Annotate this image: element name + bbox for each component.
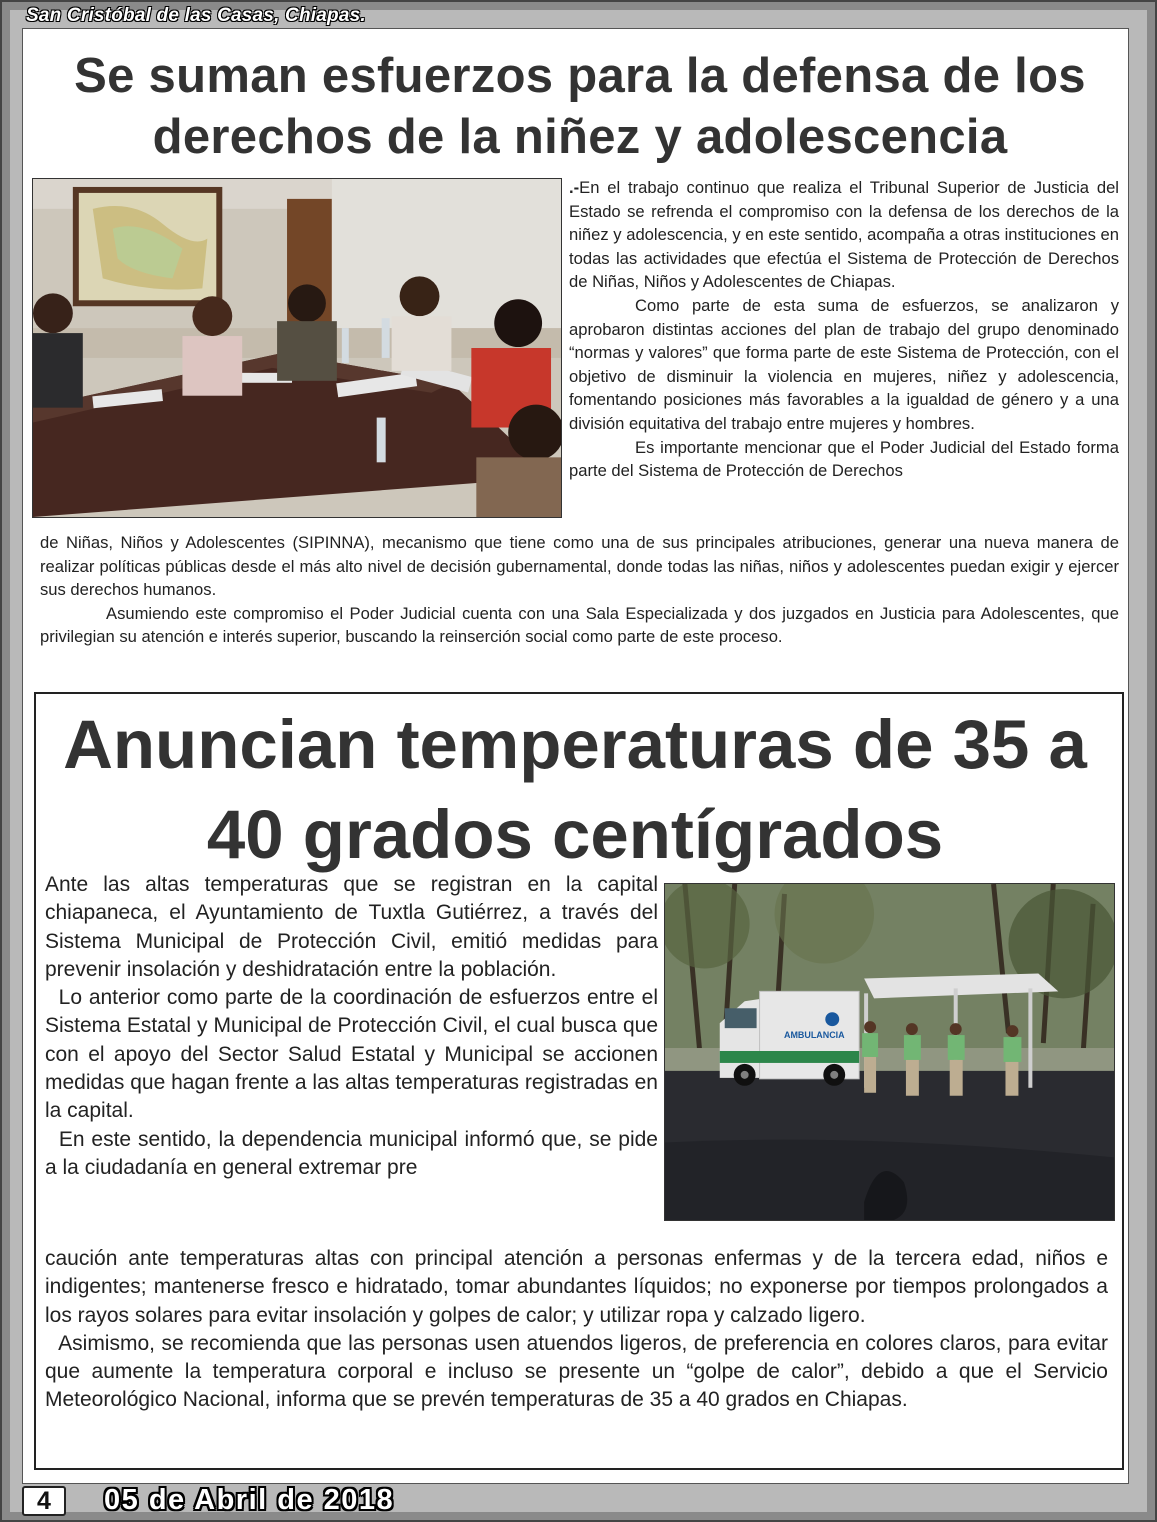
article-2-paragraph-2 <box>45 984 658 1125</box>
article-2-p3-start: En este sentido, la dependencia municipal informó que, se pide a la ciudadanía en general extremar pre <box>45 1127 658 1179</box>
article-1-paragraph-2 <box>569 294 1119 436</box>
article-2-paragraph-4 <box>45 1330 1108 1415</box>
ambulance-illustration <box>665 884 1114 1220</box>
article-1-paragraph-3-cont: de Niñas, Niños y Adolescentes (SIPINNA), mecanismo que tiene como una de sus principales atribuciones, generar una nueva manera de realizar políticas públicas desde el más alto nivel de decisión gubernamental, donde todas las niñas, niños y adolescentes puedan exigir y ejercer sus derechos humanos. <box>40 533 1119 600</box>
article-2-text-full-width <box>45 1245 1108 1415</box>
article-2-p4-text: Asimismo, se recomienda que las personas usen atuendos ligeros, de preferencia en colores claros, para evitar que aumente la temperatura corporal e incluso se presente un “golpe de calor”, debido a que el Servicio Meteorológico Nacional, informa que se prevén temperaturas de 35 a 40 grados en Chiapas. <box>45 1331 1108 1412</box>
article-1-text-full-width <box>40 531 1119 649</box>
article-2-paragraph-1: Ante las altas temperaturas que se registran en la capital chiapaneca, el Ayuntamiento de Tuxtla Gutiérrez, a través del Sistema Municipal de Protección Civil, emitió medidas para prevenir insolación y deshidratación entre la población. <box>45 873 658 981</box>
meeting-photo <box>32 178 562 518</box>
article-1-p1-text: En el trabajo continuo que realiza el Tribunal Superior de Justicia del Estado se refrenda el compromiso con la defensa de los derechos de la niñez y adolescencia, y en este sentido, acompaña a otras instituciones en todas las actividades que efectúa el Sistema de Protección de Derechos de Niñas, Niños y Adolescentes de Chiapas. <box>569 178 1119 292</box>
article-1-p2-text: Como parte de esta suma de esfuerzos, se analizaron y aprobaron distintas acciones del plan de trabajo del grupo denominado “normas y valores” que forma parte de este Sistema de Protección, con el objetivo de disminuir la violencia en mujeres, niñez y adolescencia, fomentando posiciones más favorables a la igualdad de género y a una división equitativa del trabajo entre mujeres y hombres. <box>569 295 1119 433</box>
article-1-p3-start: Es importante mencionar que el Poder Judicial del Estado forma parte del Sistema de Protección de Derechos <box>569 437 1119 481</box>
ambulance-photo <box>664 883 1115 1221</box>
article-1-text-column <box>569 176 1119 483</box>
page-number: 4 <box>22 1486 66 1516</box>
article-2-p2-text: Lo anterior como parte de la coordinación de esfuerzos entre el Sistema Estatal y Municipal de Protección Civil, el cual busca que con el apoyo del Sector Salud Estatal y Municipal se accionen medidas que hagan frente a las altas temperaturas registradas en la capital. <box>45 986 658 1123</box>
article-2-paragraph-3-cont: caución ante temperaturas altas con principal atención a personas enfermas y de la tercera edad, niños e indigentes; mantenerse fresco e hidratado, tomar abundantes líquidos; no exponerse por tiempos prolongados a los rayos solares para evitar insolación y golpes de calor; y utilizar ropa y calzado ligero. <box>45 1247 1108 1327</box>
article-2-text-column <box>45 871 658 1182</box>
ambulance-side-label: AMBULANCIA <box>784 1030 845 1041</box>
lead-mark: .- <box>569 178 580 197</box>
issue-date: 05 de Abril de 2018 <box>104 1484 395 1516</box>
article-1-p4-text: Asumiendo este compromiso el Poder Judicial cuenta con una Sala Especializada y dos juzgados en Justicia para Adolescentes, que privilegian su atención e interés superior, buscando la reinserción social como parte de este proceso. <box>40 603 1119 647</box>
article-1-paragraph-1 <box>569 176 1119 294</box>
article-2-paragraph-3 <box>45 1126 658 1183</box>
article-1-paragraph-4 <box>40 602 1119 649</box>
article-1-paragraph-3 <box>569 436 1119 483</box>
article-1-headline: Se suman esfuerzos para la defensa de los derechos de la niñez y adolescencia <box>74 49 1086 164</box>
article-2-headline: Anuncian temperaturas de 35 a 40 grados centígrados <box>63 706 1087 873</box>
city-label: San Cristóbal de las Casas, Chiapas. <box>26 5 366 26</box>
meeting-illustration <box>33 179 561 517</box>
